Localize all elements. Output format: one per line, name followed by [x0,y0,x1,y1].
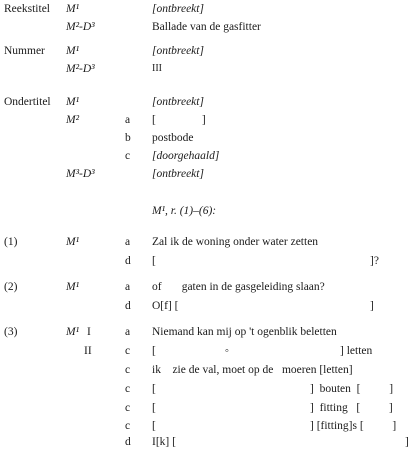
variant-text-end: ] [405,436,409,448]
variant-text: [ ◦ [152,345,229,357]
variant-text: postbode [152,132,194,144]
line-number: (2) [4,281,18,293]
manuscript-siglum: M²-D³ [66,63,95,75]
section-label-reekstitel: Reekstitel [4,3,50,15]
variant-text: III [152,63,162,74]
variant-text-end: ]? [370,255,379,267]
manuscript-siglum: M²-D³ [66,21,95,33]
line-letter: d [125,255,131,267]
line-letter: a [125,326,131,338]
variant-text: [ontbreekt] [152,3,204,15]
section-label-nummer: Nummer [4,45,45,57]
variant-text-end: ] [370,300,374,312]
manuscript-siglum: M¹ [66,236,80,248]
variant-text: [ [152,255,156,267]
line-letter: b [125,132,131,144]
line-letter: c [125,150,131,162]
line-letter: c [125,402,131,414]
variant-text: Niemand kan mij op 't ogenblik beletten [152,326,337,338]
variant-text: I[k] [ [152,436,176,448]
line-letter: d [125,300,131,312]
manuscript-siglum: M² [66,114,80,126]
line-letter: c [125,364,131,376]
stage-marker: II [84,345,92,357]
variant-text: [ ] [152,114,206,126]
line-number: (3) [4,326,18,338]
variant-text: O[f] [ [152,300,179,312]
variant-text-end: ] letten [340,345,373,357]
variant-text: ik zie de val, moet op de moeren [letten] [152,364,353,376]
variants-heading: M¹, r. (1)–(6): [152,205,217,217]
line-letter: a [125,281,131,293]
variant-text: [ [152,402,156,414]
variant-text: Ballade van de gasfitter [152,21,261,33]
variant-text: [doorgehaald] [152,150,220,162]
section-label-ondertitel: Ondertitel [4,96,51,108]
variant-text-end: ] fitting [ ] [310,402,393,414]
line-letter: a [125,236,131,248]
line-number: (1) [4,236,18,248]
line-letter: c [125,383,131,395]
line-letter: c [125,420,131,432]
manuscript-siglum: M¹ [66,96,80,108]
line-letter: c [125,345,131,357]
stage-marker: I [87,326,91,338]
variant-text-end: ] [fitting]s [ ] [310,420,397,432]
manuscript-siglum: M¹ [66,3,80,15]
manuscript-siglum: M¹ [66,281,80,293]
variant-text-end: ] bouten [ ] [310,383,394,395]
variant-text: [ontbreekt] [152,168,204,180]
line-letter: a [125,114,131,126]
variant-text: [ontbreekt] [152,45,204,57]
variant-text: of gaten in de gasgeleiding slaan? [152,281,325,293]
variant-text: Zal ik de woning onder water zetten [152,236,319,248]
manuscript-siglum: M³-D³ [66,168,95,180]
variant-text: [ontbreekt] [152,96,204,108]
manuscript-siglum: M¹ [66,326,80,338]
line-letter: d [125,436,131,448]
manuscript-siglum: M¹ [66,45,80,57]
variant-text: [ [152,383,156,395]
variant-text: [ [152,420,156,432]
